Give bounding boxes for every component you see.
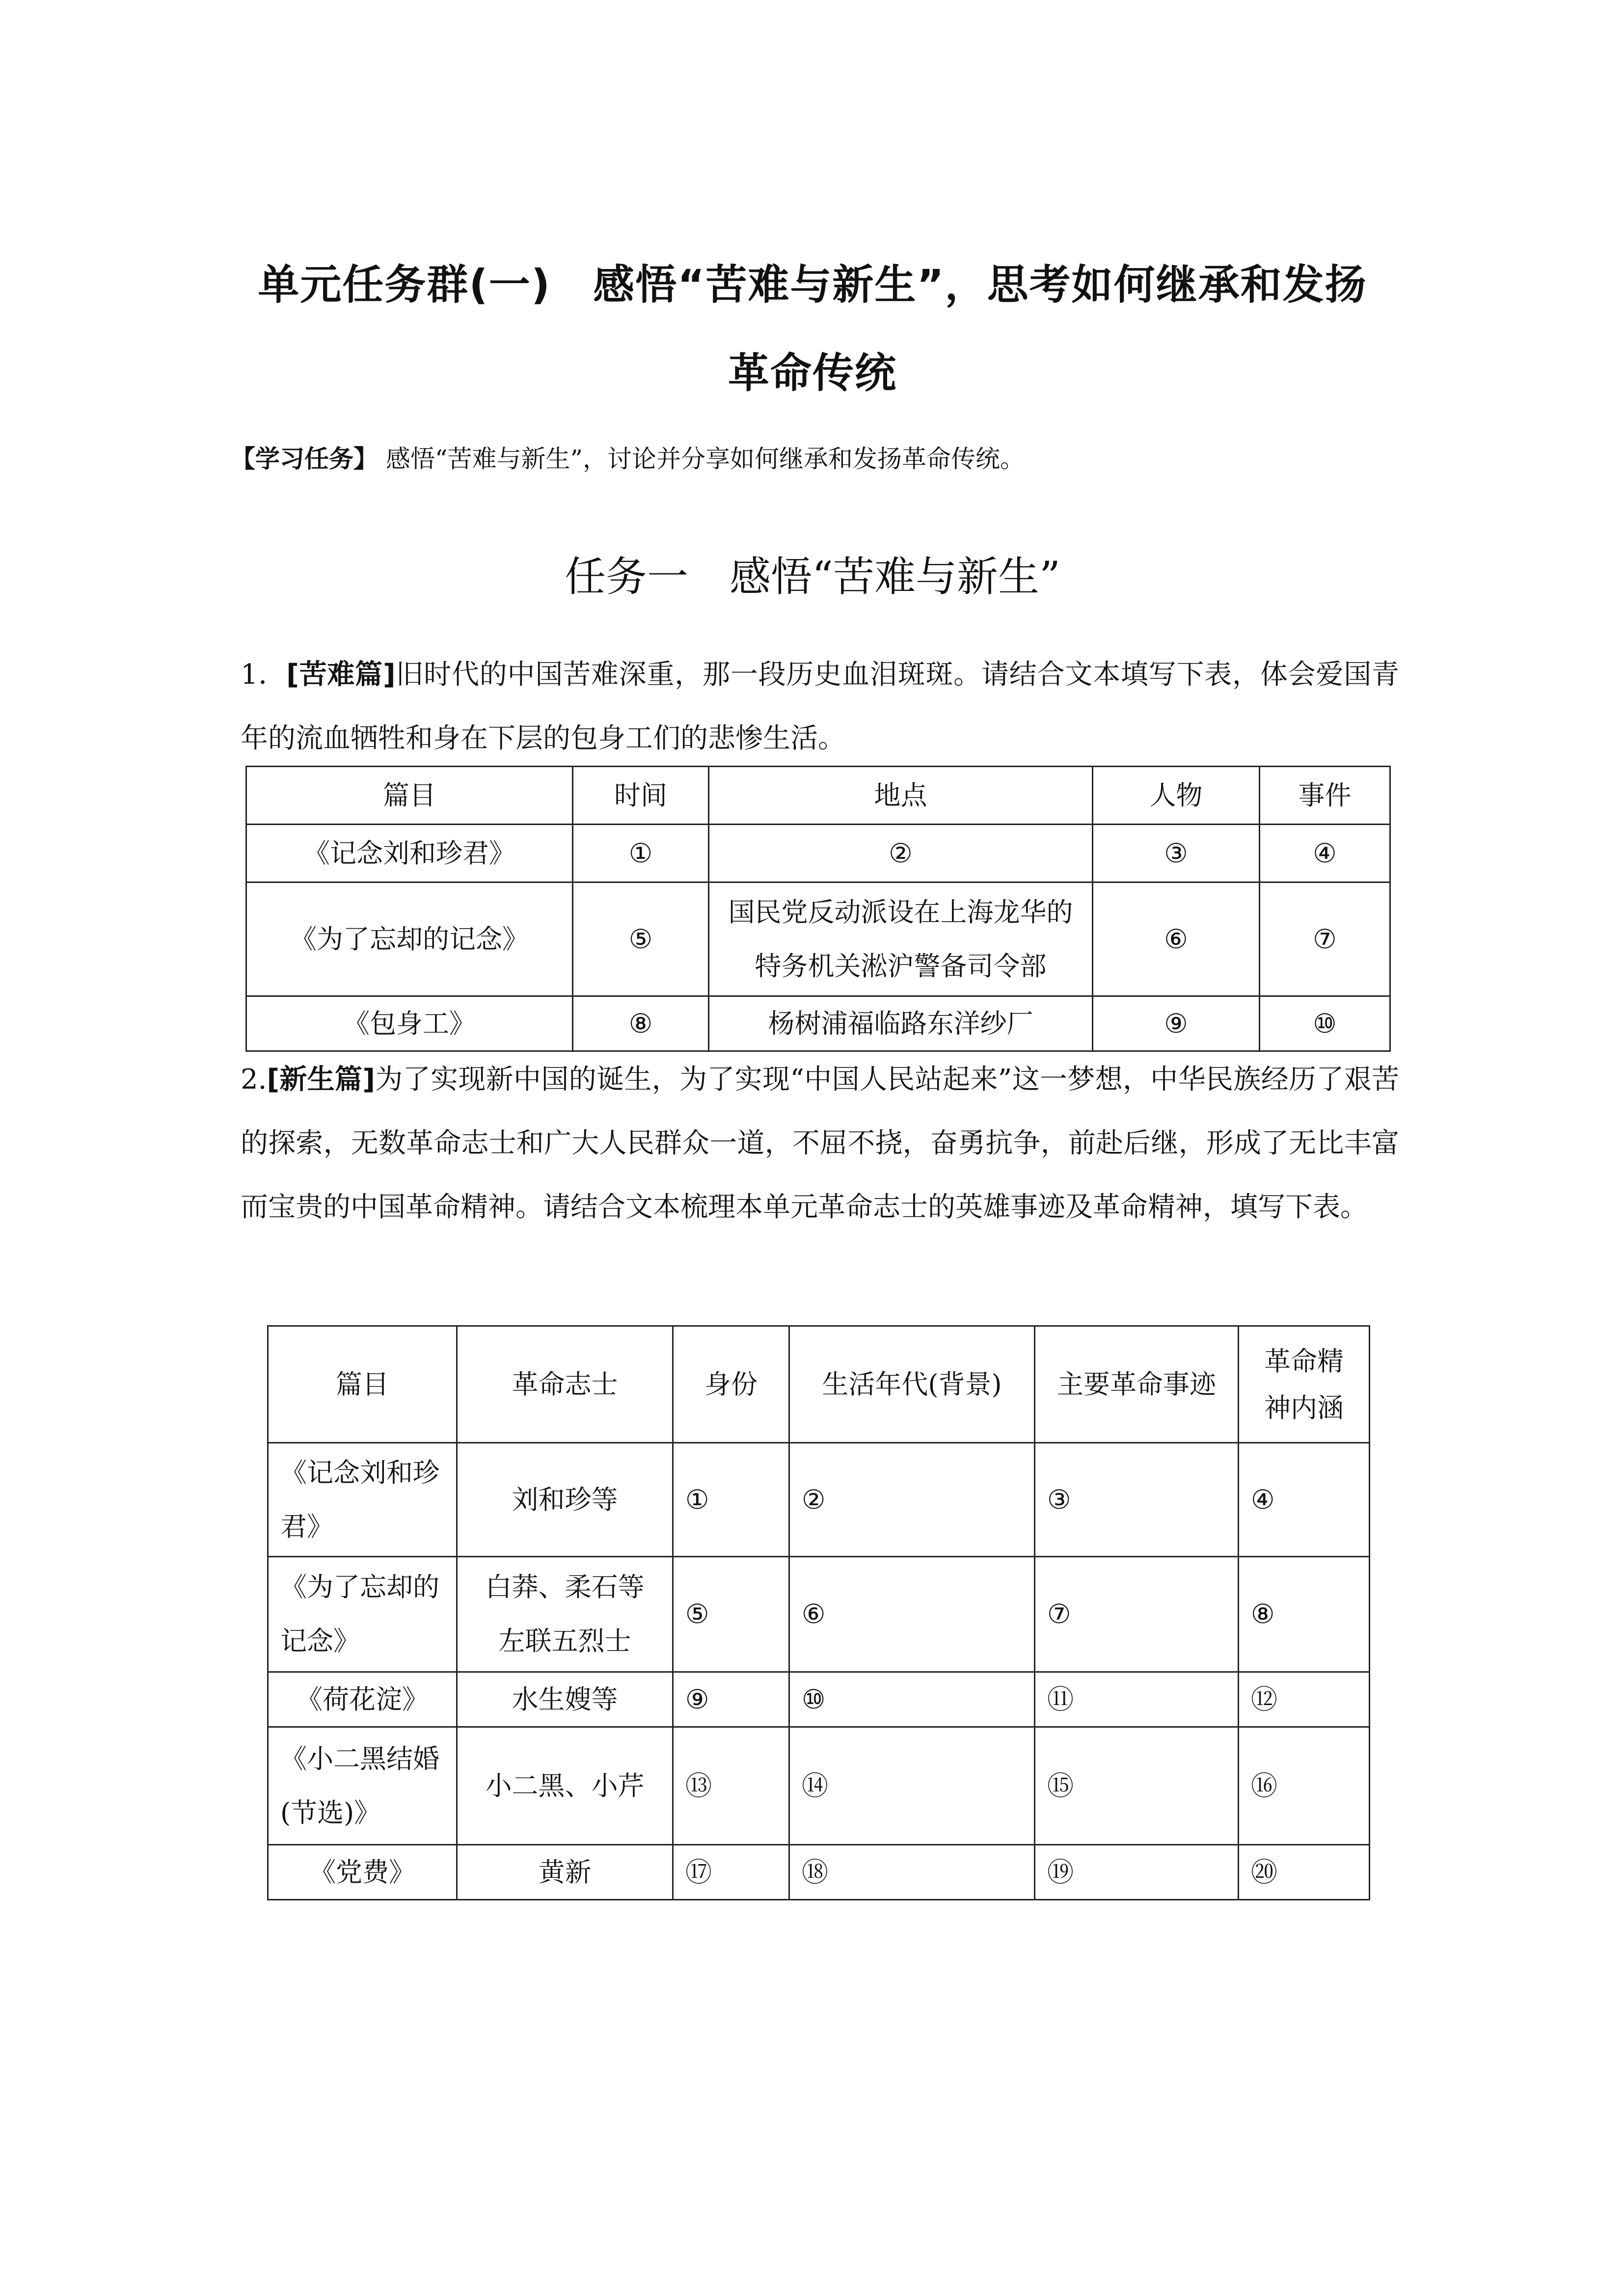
table-row — [268, 1672, 1370, 1727]
table-cell: ⑩ — [1260, 996, 1390, 1051]
question-1-text: 旧时代的中国苦难深重，那一段历史血泪斑斑。请结合文本填写下表，体会爱国青年的流血牺牲和身在下层的包身工们的悲惨生活。 — [241, 659, 1400, 754]
table-cell: ② — [709, 825, 1093, 882]
header-cell: 篇目 — [268, 1326, 457, 1443]
table-row — [268, 1845, 1370, 1900]
table-cell: ⑬ — [673, 1727, 789, 1845]
table-header-row — [246, 767, 1390, 825]
table-cell: ⑲ — [1035, 1845, 1239, 1900]
table-cell: 刘和珍等 — [457, 1443, 673, 1557]
table-cell: ⑦ — [1035, 1557, 1239, 1672]
table-cell: 《为了忘却的记念》 — [246, 882, 573, 996]
table-cell: ⑤ — [573, 882, 709, 996]
table-cell: 《包身工》 — [246, 996, 573, 1051]
unit-title-line1: 单元任务群(一) 感悟“苦难与新生”，思考如何继承和发扬 — [258, 261, 1367, 309]
table-cell: ⑥ — [1093, 882, 1260, 996]
table-cell: 《为了忘却的记念》 — [268, 1557, 457, 1672]
table-row — [268, 1443, 1370, 1557]
table-cell: 小二黑、小芹 — [457, 1727, 673, 1845]
study-task-tag: 【学习任务】 — [231, 445, 378, 473]
table-cell: ⑯ — [1239, 1727, 1370, 1845]
table-row — [268, 1727, 1370, 1845]
table-row — [246, 882, 1390, 996]
header-cell: 人物 — [1093, 767, 1260, 825]
table-cell: 《荷花淀》 — [268, 1672, 457, 1727]
question-2-tag: [新生篇] — [267, 1064, 375, 1095]
table-cell: ⑨ — [1093, 996, 1260, 1051]
table-cell: ⑱ — [789, 1845, 1035, 1900]
table-cell: ③ — [1035, 1443, 1239, 1557]
table-cell: ① — [673, 1443, 789, 1557]
header-cell: 事件 — [1260, 767, 1390, 825]
table-cell: ① — [573, 825, 709, 882]
section-title: 任务一 感悟“苦难与新生” — [565, 553, 1060, 601]
question-2 — [241, 1048, 1399, 1239]
table-cell: ⑤ — [673, 1557, 789, 1672]
unit-title-line2: 革命传统 — [728, 349, 897, 397]
table-header-row — [268, 1326, 1370, 1443]
table-cell: 《记念刘和珍君》 — [246, 825, 573, 882]
table-cell: 《记念刘和珍君》 — [268, 1443, 457, 1557]
table-cell: ⑧ — [1239, 1557, 1370, 1672]
header-cell: 生活年代(背景) — [789, 1326, 1035, 1443]
table-cell: ④ — [1239, 1443, 1370, 1557]
unit-title — [206, 240, 1419, 417]
table-cell: 水生嫂等 — [457, 1672, 673, 1727]
header-cell: 地点 — [709, 767, 1093, 825]
table-cell: ⑦ — [1260, 882, 1390, 996]
table-cell: 黄新 — [457, 1845, 673, 1900]
table-cell: ⑳ — [1239, 1845, 1370, 1900]
table-cell: ④ — [1260, 825, 1390, 882]
question-1-tag: [苦难篇] — [286, 659, 396, 691]
study-task — [231, 437, 1409, 481]
study-task-text: 感悟“苦难与新生”，讨论并分享如何继承和发扬革命传统。 — [385, 445, 1025, 473]
header-cell: 革命精神内涵 — [1239, 1326, 1370, 1443]
header-cell: 主要革命事迹 — [1035, 1326, 1239, 1443]
table-cell: ⑫ — [1239, 1672, 1370, 1727]
table-hardship — [245, 766, 1391, 1052]
table-cell: ② — [789, 1443, 1035, 1557]
table-cell: 杨树浦福临路东洋纱厂 — [709, 996, 1093, 1051]
header-cell: 身份 — [673, 1326, 789, 1443]
table-cell: 《党费》 — [268, 1845, 457, 1900]
table-cell: 国民党反动派设在上海龙华的特务机关淞沪警备司令部 — [709, 882, 1093, 996]
header-cell: 时间 — [573, 767, 709, 825]
question-1 — [241, 643, 1399, 771]
table-cell: ⑮ — [1035, 1727, 1239, 1845]
table-cell: ③ — [1093, 825, 1260, 882]
table-cell: ⑥ — [789, 1557, 1035, 1672]
table-row — [268, 1557, 1370, 1672]
table-cell: ⑧ — [573, 996, 709, 1051]
table-cell: ⑭ — [789, 1727, 1035, 1845]
question-2-text: 为了实现新中国的诞生，为了实现“中国人民站起来”这一梦想，中华民族经历了艰苦的探索，无数革命志士和广大人民群众一道，不屈不挠，奋勇抗争，前赴后继，形成了无比丰富而宝贵的中国革命精神。请结合文本梳理本单元革命志士的英雄事迹及革命精神，填写下表。 — [241, 1064, 1399, 1223]
header-cell: 篇目 — [246, 767, 573, 825]
question-2-number: 2. — [241, 1064, 267, 1095]
table-rebirth — [267, 1325, 1370, 1900]
question-1-number: 1． — [241, 659, 287, 691]
table-cell: ⑩ — [789, 1672, 1035, 1727]
table-cell: ⑰ — [673, 1845, 789, 1900]
table-row — [246, 825, 1390, 882]
table-cell: ⑪ — [1035, 1672, 1239, 1727]
header-cell: 革命志士 — [457, 1326, 673, 1443]
table-row — [246, 996, 1390, 1051]
table-cell: ⑨ — [673, 1672, 789, 1727]
table-cell: 白莽、柔石等左联五烈士 — [457, 1557, 673, 1672]
table-cell: 《小二黑结婚(节选)》 — [268, 1727, 457, 1845]
